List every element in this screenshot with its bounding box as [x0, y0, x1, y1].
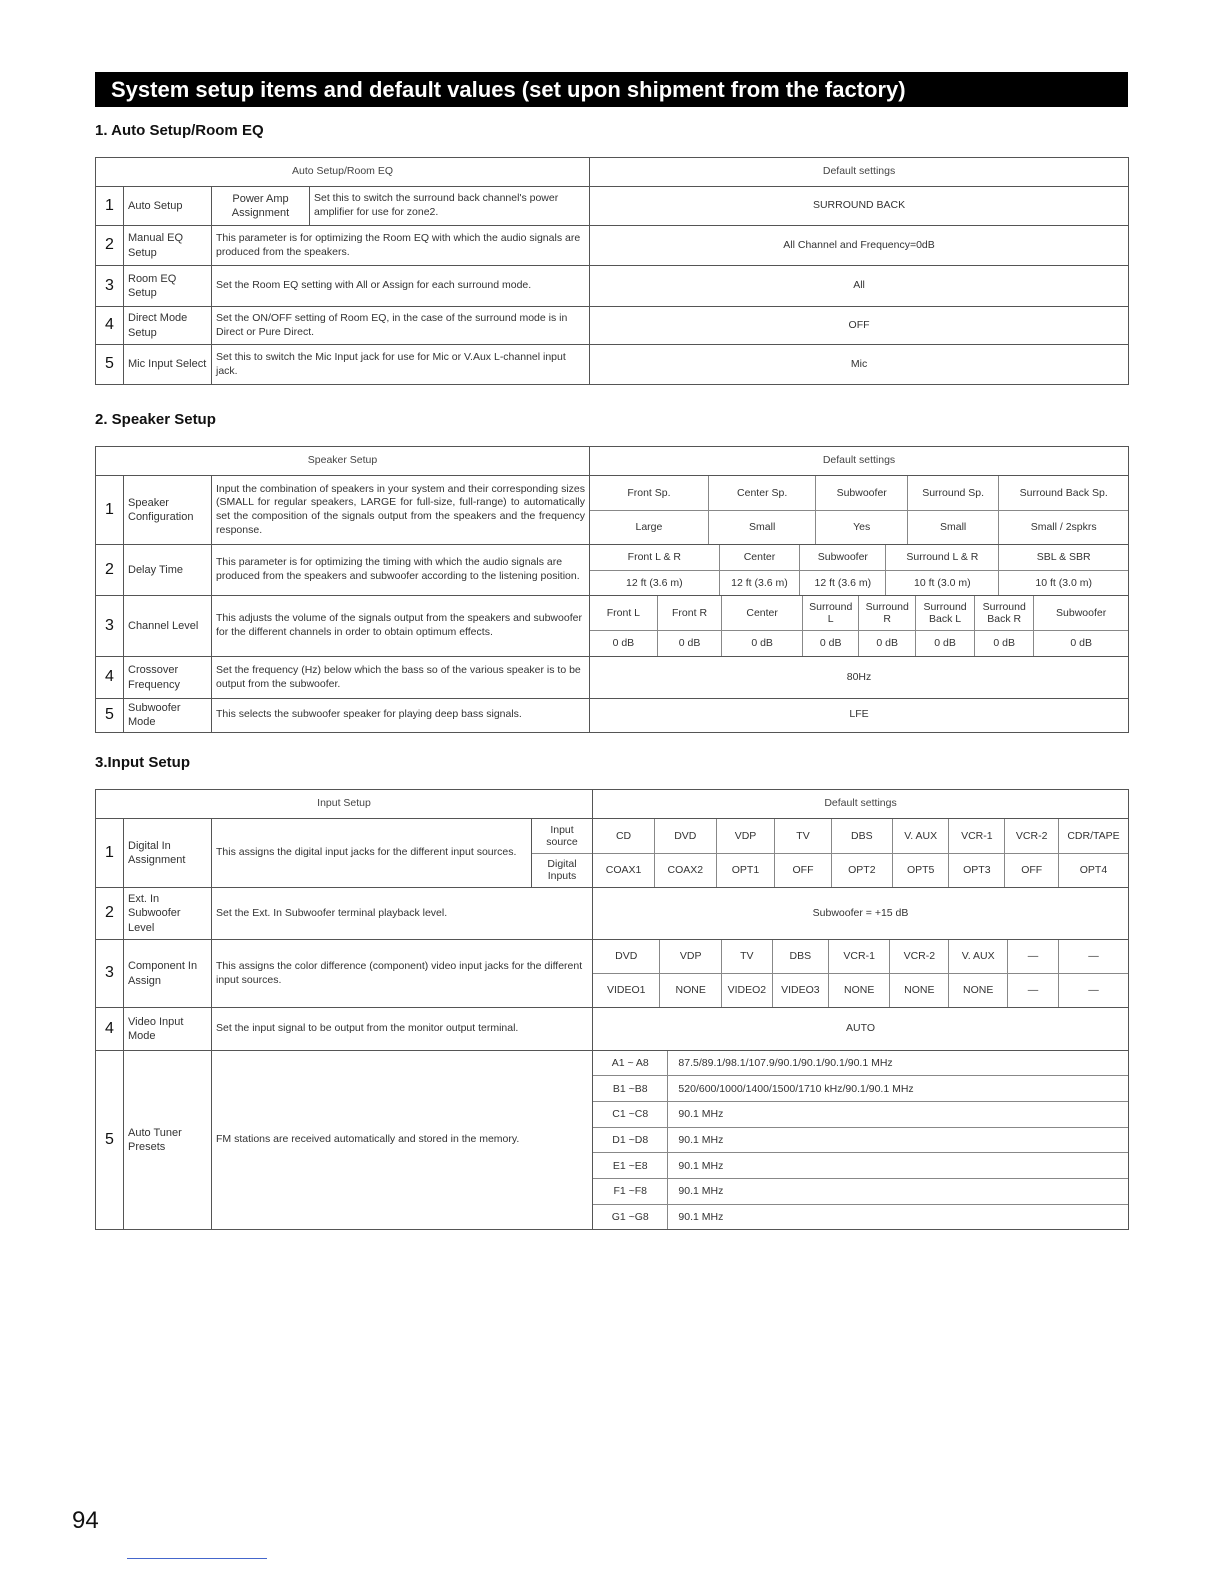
preset-bank: F1 ~F8: [593, 1179, 668, 1205]
grid-head: VDP: [716, 819, 775, 853]
grid-value: NONE: [660, 974, 722, 1008]
grid-head: Surround Back L: [915, 596, 974, 630]
grid-head: —: [1058, 940, 1128, 974]
item-name: Speaker Configuration: [124, 476, 212, 545]
grid-value: 0 dB: [657, 630, 722, 656]
grid-value: 0 dB: [1070, 637, 1092, 650]
preset-bank: D1 ~D8: [593, 1127, 668, 1153]
table-row: [96, 1008, 1129, 1051]
auto-setup-table: [95, 157, 1129, 385]
grid-value: OPT1: [716, 853, 775, 887]
table-row: [96, 476, 1129, 545]
grid-head: Surround R: [859, 596, 915, 630]
row-number: 1: [96, 187, 124, 226]
row-number: 5: [96, 345, 124, 385]
default-value: 80Hz: [590, 657, 1129, 699]
grid-value: 10 ft (3.0 m): [886, 570, 999, 595]
grid-head: Surround L & R: [886, 545, 999, 570]
grid-value: COAX1: [593, 853, 655, 887]
item-description: Set the input signal to be output from the monitor output terminal.: [212, 1008, 593, 1051]
table-row: [96, 226, 1129, 266]
grid-value: OPT4: [1079, 864, 1108, 877]
default-grid: [593, 819, 1129, 888]
grid-value: Yes: [816, 510, 907, 544]
grid-head: Surround Back Sp.: [999, 476, 1128, 510]
grid-value: Small: [708, 510, 816, 544]
table-header: Default settings: [590, 158, 1129, 187]
default-value: Subwoofer = +15 dB: [593, 888, 1129, 940]
grid-value: 0 dB: [975, 630, 1034, 656]
item-name: Channel Level: [124, 596, 212, 657]
grid-head: Surround L: [802, 596, 858, 630]
grid-head: SBL & SBR: [999, 545, 1128, 570]
grid-value: OPT5: [893, 853, 949, 887]
row-number: 2: [96, 226, 124, 266]
grid-head: CD: [593, 819, 655, 853]
table-header: Speaker Setup: [96, 447, 590, 476]
row-number: 3: [96, 940, 124, 1008]
input-setup-table: [95, 789, 1129, 1230]
grid-value: NONE: [890, 974, 949, 1008]
item-description: This adjusts the volume of the signals output from the speakers and subwoofer for the different channels in order to obtain optimum effects.: [212, 596, 590, 657]
grid-value: 0 dB: [590, 630, 657, 656]
item-name: Component In Assign: [124, 940, 212, 1008]
grid-head: VCR-1: [949, 819, 1005, 853]
default-grid: [590, 476, 1129, 545]
default-value: AUTO: [593, 1008, 1129, 1051]
grid-value: NONE: [949, 974, 1008, 1008]
row-number: 4: [96, 1008, 124, 1051]
item-name: Room EQ Setup: [124, 266, 212, 307]
default-value: All Channel and Frequency=0dB: [590, 226, 1129, 266]
grid-value: —: [1008, 974, 1059, 1008]
grid-value: Small: [907, 510, 998, 544]
table-row: [96, 657, 1129, 699]
grid-head: Subwoofer: [1034, 596, 1128, 630]
grid-head: Surround Back R: [975, 596, 1034, 630]
preset-value: 87.5/89.1/98.1/107.9/90.1/90.1/90.1/90.1 MHz: [668, 1051, 1128, 1076]
preset-value: 90.1 MHz: [668, 1127, 1128, 1153]
item-description: FM stations are received automatically and stored in the memory.: [212, 1051, 593, 1230]
label-input-source: Input source: [532, 819, 592, 853]
preset-value: 90.1 MHz: [668, 1153, 1128, 1179]
footer-divider: [127, 1558, 267, 1559]
default-grid: [593, 940, 1129, 1008]
item-description: This assigns the color difference (component) video input jacks for the different input sources.: [212, 940, 593, 1008]
grid-value: 0 dB: [802, 630, 858, 656]
table-row: [96, 940, 1129, 1008]
preset-bank: C1 ~C8: [593, 1101, 668, 1127]
table-header: Auto Setup/Room EQ: [96, 158, 590, 187]
speaker-setup-table: [95, 446, 1129, 733]
item-name: Mic Input Select: [124, 345, 212, 385]
grid-value: OPT2: [831, 853, 893, 887]
grid-value: 0 dB: [915, 630, 974, 656]
item-description: Set the Room EQ setting with All or Assign for each surround mode.: [212, 266, 590, 307]
table-row: [96, 699, 1129, 733]
grid-value: Large: [590, 510, 708, 544]
grid-head: Subwoofer: [816, 476, 907, 510]
table-row: [96, 819, 1129, 888]
item-description: This assigns the digital input jacks for the different input sources.: [212, 819, 532, 888]
table-header: Input Setup: [96, 790, 593, 819]
grid-head: Front Sp.: [590, 476, 708, 510]
preset-value: 90.1 MHz: [678, 1210, 724, 1223]
grid-head: Center: [722, 596, 803, 630]
item-description: Set this to switch the surround back channel's power amplifier for use for zone2.: [310, 187, 590, 226]
grid-value: —: [1088, 984, 1099, 997]
grid-head: VCR-2: [1005, 819, 1059, 853]
item-name: Delay Time: [124, 545, 212, 596]
row-number: 5: [96, 1051, 124, 1230]
default-value: LFE: [590, 699, 1129, 733]
table-row: [96, 345, 1129, 385]
grid-head: Front R: [657, 596, 722, 630]
table-row: [96, 596, 1129, 657]
grid-head: Center: [719, 545, 800, 570]
item-description: Input the combination of speakers in your system and their corresponding sizes (SMALL for regular speakers, LARGE for full-size, full-range) to automatically set the composition of the signals output from the speakers and the frequency response.: [212, 476, 590, 545]
default-grid: [590, 545, 1129, 596]
table-row: [96, 266, 1129, 307]
row-number: 4: [96, 657, 124, 699]
table-header: Default settings: [590, 447, 1129, 476]
item-name: Digital In Assignment: [124, 819, 212, 888]
default-grid: [590, 596, 1129, 657]
grid-head: Surround Sp.: [907, 476, 998, 510]
row-number: 2: [96, 545, 124, 596]
item-subname: Power Amp Assignment: [212, 187, 310, 226]
preset-bank: B1 ~B8: [593, 1076, 668, 1102]
grid-value: 0 dB: [722, 630, 803, 656]
item-description: Set this to switch the Mic Input jack for use for Mic or V.Aux L-channel input jack.: [212, 345, 590, 385]
item-description: Set the ON/OFF setting of Room EQ, in the case of the surround mode is in Direct or Pure Direct.: [212, 307, 590, 345]
row-number: 5: [96, 699, 124, 733]
section-title-speaker-setup: 2. Speaker Setup: [95, 411, 216, 428]
table-row: [96, 1051, 1129, 1230]
item-name: Video Input Mode: [124, 1008, 212, 1051]
row-number: 1: [96, 476, 124, 545]
table-row: [96, 888, 1129, 940]
grid-head: DVD: [655, 819, 717, 853]
grid-head: Center Sp.: [708, 476, 816, 510]
grid-head: VCR-2: [890, 940, 949, 974]
item-description: This selects the subwoofer speaker for playing deep bass signals.: [212, 699, 590, 733]
grid-head: TV: [775, 819, 831, 853]
grid-value: 0 dB: [859, 630, 915, 656]
grid-value: 12 ft (3.6 m): [800, 570, 886, 595]
section-title-auto-setup: 1. Auto Setup/Room EQ: [95, 122, 264, 139]
table-header: Default settings: [593, 790, 1129, 819]
row-number: 4: [96, 307, 124, 345]
grid-head: DBS: [772, 940, 828, 974]
grid-head: DVD: [593, 940, 660, 974]
row-number: 2: [96, 888, 124, 940]
grid-value: VIDEO3: [772, 974, 828, 1008]
preset-bank: E1 ~E8: [593, 1153, 668, 1179]
page-number: 94: [72, 1507, 99, 1534]
grid-head: Front L: [590, 596, 657, 630]
table-row: [96, 545, 1129, 596]
grid-head: VDP: [660, 940, 722, 974]
grid-head: V. AUX: [949, 940, 1008, 974]
grid-head: TV: [721, 940, 772, 974]
item-name: Subwoofer Mode: [124, 699, 212, 733]
row-number: 3: [96, 266, 124, 307]
item-name: Ext. In Subwoofer Level: [124, 888, 212, 940]
grid-value: COAX2: [655, 853, 717, 887]
preset-bank: G1 ~G8: [593, 1204, 668, 1229]
grid-head: VCR-1: [828, 940, 890, 974]
item-name: Manual EQ Setup: [124, 226, 212, 266]
grid-value: VIDEO2: [721, 974, 772, 1008]
item-name: Auto Tuner Presets: [124, 1051, 212, 1230]
default-value: OFF: [590, 307, 1129, 345]
preset-value: 90.1 MHz: [668, 1179, 1128, 1205]
presets-grid: [593, 1051, 1129, 1230]
item-name: Direct Mode Setup: [124, 307, 212, 345]
row-labels: [532, 819, 593, 888]
preset-bank: A1 ~ A8: [593, 1051, 668, 1076]
default-value: Mic: [590, 345, 1129, 385]
grid-head: Front L & R: [590, 545, 719, 570]
grid-head: V. AUX: [893, 819, 949, 853]
row-number: 1: [96, 819, 124, 888]
grid-value: OPT3: [949, 853, 1005, 887]
grid-value: OFF: [775, 853, 831, 887]
item-description: Set the frequency (Hz) below which the bass so of the various speaker is to be output from the subwoofer.: [212, 657, 590, 699]
grid-value: 12 ft (3.6 m): [719, 570, 800, 595]
default-value: SURROUND BACK: [590, 187, 1129, 226]
preset-value: 520/600/1000/1400/1500/1710 kHz/90.1/90.1 MHz: [668, 1076, 1128, 1102]
grid-value: Small / 2spkrs: [1030, 521, 1097, 534]
grid-value: VIDEO1: [593, 974, 660, 1008]
row-number: 3: [96, 596, 124, 657]
item-name: Auto Setup: [124, 187, 212, 226]
grid-head: —: [1008, 940, 1059, 974]
grid-value: OFF: [1005, 853, 1059, 887]
grid-value: 10 ft (3.0 m): [1035, 576, 1092, 589]
default-value: All: [590, 266, 1129, 307]
page-banner: System setup items and default values (set upon shipment from the factory): [95, 72, 1128, 107]
table-row: [96, 187, 1129, 226]
item-description: This parameter is for optimizing the Room EQ with which the audio signals are produced from the speakers.: [212, 226, 590, 266]
grid-value: 12 ft (3.6 m): [590, 570, 719, 595]
item-name: Crossover Frequency: [124, 657, 212, 699]
preset-value: 90.1 MHz: [668, 1101, 1128, 1127]
label-digital-inputs: Digital Inputs: [547, 858, 577, 883]
grid-head: DBS: [831, 819, 893, 853]
item-description: This parameter is for optimizing the timing with which the audio signals are produced from the speakers and subwoofer according to the listening position.: [212, 545, 590, 596]
grid-head: Subwoofer: [800, 545, 886, 570]
section-title-input-setup: 3.Input Setup: [95, 754, 190, 771]
table-row: [96, 307, 1129, 345]
grid-head: CDR/TAPE: [1058, 819, 1128, 853]
grid-value: NONE: [828, 974, 890, 1008]
item-description: Set the Ext. In Subwoofer terminal playback level.: [212, 888, 593, 940]
